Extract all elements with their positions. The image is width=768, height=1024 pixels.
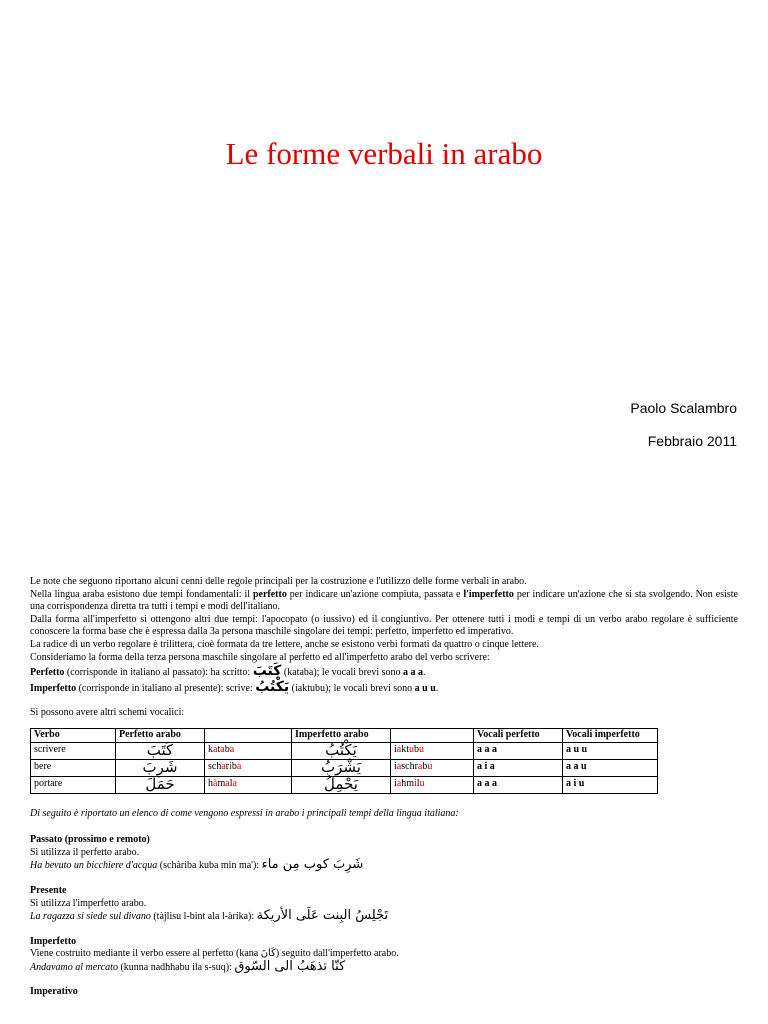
section-presente-line: Si utilizza l'imperfetto arabo. xyxy=(30,897,147,909)
cell-verb: bere xyxy=(31,759,116,776)
intro-paragraph-5: Consideriamo la forma della terza persona maschile singolare al perfetto ed all'imperfetto arabo del verbo scrivere: xyxy=(30,651,490,663)
cell-imperfetto-arabic: يَحْمِلُ xyxy=(292,776,391,793)
section-imperfetto-example: Andavamo al mercato (kunna nadhhabu ila s-suq): كنّا تذهَبُ الى السّوق xyxy=(30,958,346,974)
header-imperfetto-arabo: Imperfetto arabo xyxy=(292,728,391,742)
kana-arabic: كَانَ xyxy=(260,948,276,960)
header-imperfetto-translit xyxy=(391,728,474,742)
cell-perfetto-arabic: كَتَبَ xyxy=(116,742,205,759)
section-passato-heading: Passato (prossimo e remoto) xyxy=(30,834,150,846)
schemes-line: Si possono avere altri schemi vocalici: xyxy=(30,707,185,719)
cell-vocali-imperfetto: a i u xyxy=(563,776,658,793)
cell-perfetto-translit: hàmala xyxy=(205,776,292,793)
document-body xyxy=(30,576,738,999)
cell-perfetto-arabic: شَرِبَ xyxy=(116,759,205,776)
section-imperfetto-heading: Imperfetto xyxy=(30,935,77,947)
cell-imperfetto-translit: iahmilu xyxy=(391,776,474,793)
cell-perfetto-translit: schariba xyxy=(205,759,292,776)
cell-verb: scrivere xyxy=(31,742,116,759)
imperfetto-arabic: يَكْتُبُ xyxy=(255,678,290,695)
section-passato-line: Si utilizza il perfetto arabo. xyxy=(30,846,140,858)
intro-paragraph-1: Le note che seguono riportano alcuni cenni delle regole principali per la costruzione e l'utilizzo delle forme verbali in arabo. xyxy=(30,576,527,587)
cell-imperfetto-translit: iaktubu xyxy=(391,742,474,759)
header-vocali-perfetto: Vocali perfetto xyxy=(474,728,563,742)
cell-perfetto-arabic: حَمَلَ xyxy=(116,776,205,793)
section-presente-example: La ragazza si siede sul divano (tàjlisu l-bint ala l-àrika): تَجْلِسُ البِنت عَلَى الأريكة xyxy=(30,908,389,924)
cell-imperfetto-arabic: يَكْتُبُ xyxy=(292,742,391,759)
cell-vocali-perfetto: a a a xyxy=(474,742,563,759)
verb-table-header xyxy=(31,728,658,742)
cell-vocali-imperfetto: a u u xyxy=(563,742,658,759)
cell-imperfetto-translit: iaschrabu xyxy=(391,759,474,776)
passato-arabic: شَرِبَ كوب مِن ماء xyxy=(261,857,364,873)
section-presente-heading: Presente xyxy=(30,884,67,896)
section-passato-example: Ha bevuto un bicchiere d'acqua (schàriba kuba min ma'): شَرِبَ كوب مِن ماء xyxy=(30,857,364,873)
intro-paragraph-4: La radice di un verbo regolare è trilittera, cioè formata da tre lettere, anche se esistono verbi formati da quattro o cinque lettere. xyxy=(30,638,539,650)
table-row xyxy=(31,742,658,759)
cell-imperfetto-arabic: يَشْرَبُ xyxy=(292,759,391,776)
section-imperfetto-line: Viene costruito mediante il verbo essere al perfetto (kana كَانَ) seguito dall'imperfetto arabo. xyxy=(30,948,399,960)
intro-paragraph-2: Nella lingua araba esistono due tempi fondamentali: il perfetto per indicare un'azione compiuta, passata e l'imperfetto per indicare un'azione che si sta svolgendo. Non esiste una corrispondenza diretta tra tutti i tempi e modi dell'italiano. xyxy=(30,588,738,613)
cell-vocali-perfetto: a a a xyxy=(474,776,563,793)
cell-vocali-imperfetto: a a u xyxy=(563,759,658,776)
cell-perfetto-translit: kataba xyxy=(205,742,292,759)
header-perfetto-translit xyxy=(205,728,292,742)
document-date: Febbraio 2011 xyxy=(647,433,737,449)
perfetto-line: Perfetto (corrisponde in italiano al passato): ha scritto: كَتَبَ (kataba); le vocali brevi sono a a a. xyxy=(30,663,426,680)
verb-table xyxy=(30,728,658,794)
intro-paragraph-3: Dalla forma all'imperfetto si ottengono altri due tempi: l'apocopato (o iussivo) ed il congiuntivo. Per ottenere tutti i modi e tempi di un verbo arabo regolare è sufficiente conoscere la forma base che è espressa dalla 3a persona maschile singolare dei tempi: perfetto, imperfetto ed imperativo. xyxy=(30,613,738,638)
table-row xyxy=(31,759,658,776)
imperfetto-line: Imperfetto (corrisponde in italiano al presente): scrive: يَكْتُبُ (iaktubu); le vocali brevi sono a u u. xyxy=(30,678,439,695)
header-vocali-imperfetto: Vocali imperfetto xyxy=(563,728,658,742)
imperfetto-arabic-example: كنّا تذهَبُ الى السّوق xyxy=(234,958,346,974)
section-imperativo-heading: Imperativo xyxy=(30,986,78,998)
author-name: Paolo Scalambro xyxy=(630,400,737,416)
cell-vocali-perfetto: a i a xyxy=(474,759,563,776)
cell-verb: portare xyxy=(31,776,116,793)
header-verbo: Verbo xyxy=(31,728,116,742)
document-title: Le forme verbali in arabo xyxy=(225,136,543,171)
presente-arabic: تَجْلِسُ البِنت عَلَى الأريكة xyxy=(256,908,389,924)
perfetto-arabic: كَتَبَ xyxy=(252,663,282,680)
list-intro: Di seguito è riportato un elenco di come vengono espressi in arabo i principali tempi della lingua italiana: xyxy=(30,807,459,819)
header-perfetto-arabo: Perfetto arabo xyxy=(116,728,205,742)
table-row xyxy=(31,776,658,793)
